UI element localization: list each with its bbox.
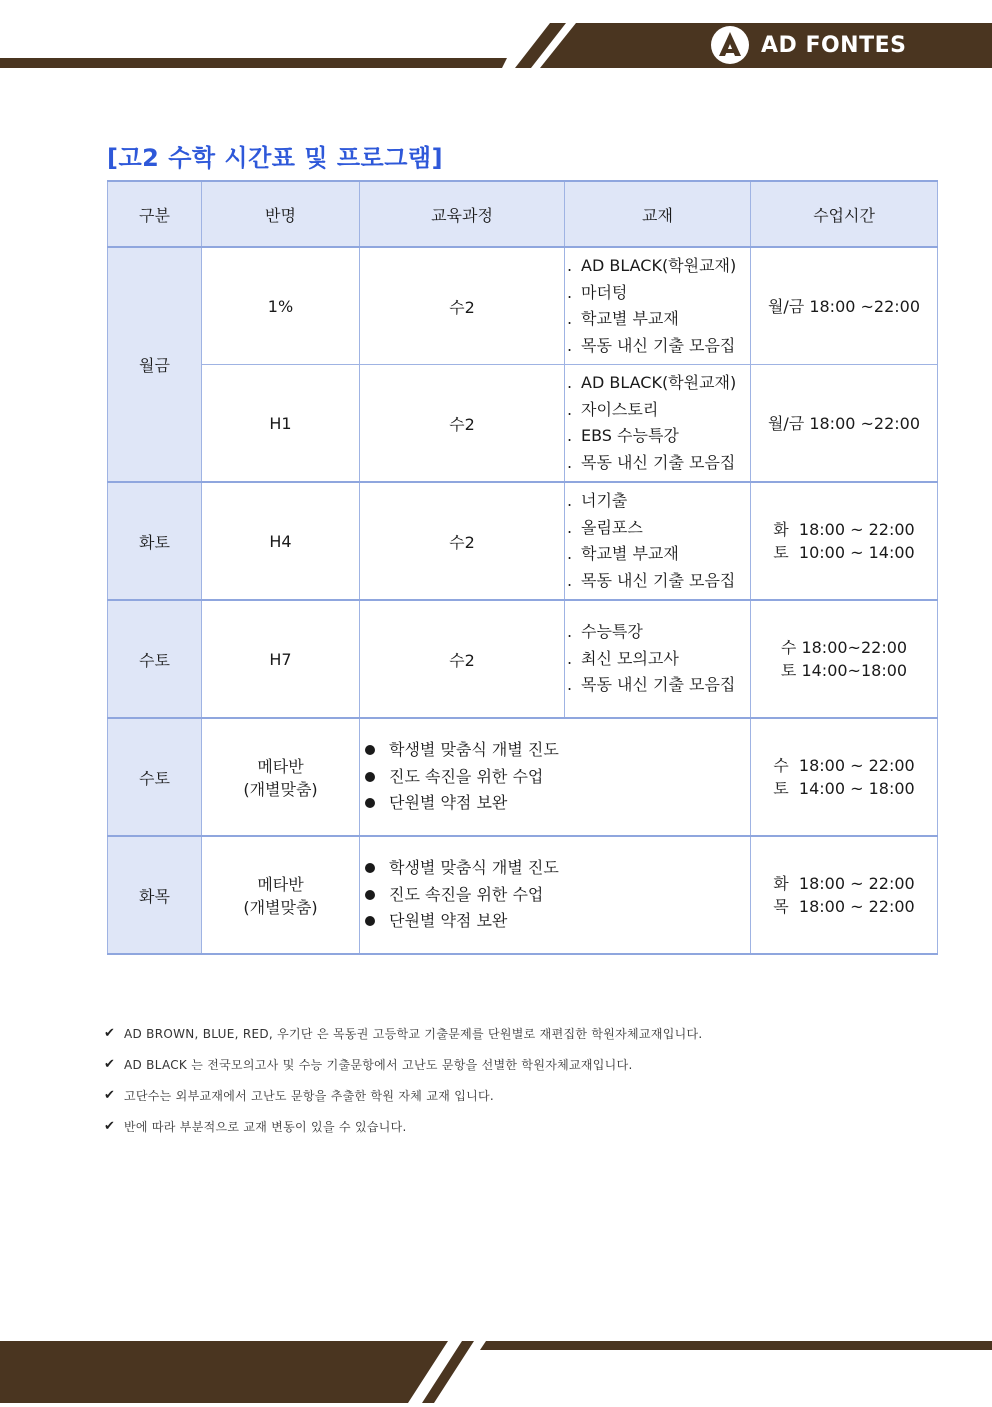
notes-list xyxy=(104,1018,703,1142)
book-item: . 최신 모의고사 xyxy=(567,648,679,668)
class-cell: H1 xyxy=(202,365,360,483)
course-cell: 수2 xyxy=(360,600,565,718)
book-item: . 학교별 부교재 xyxy=(567,309,679,328)
time-cell: 수 18:00~22:00 토 14:00~18:00 xyxy=(751,600,938,718)
book-item: . 목동 내신 기출 모음집 xyxy=(567,335,736,355)
table-row xyxy=(108,836,938,954)
class-cell: H7 xyxy=(202,600,360,718)
header-time: 수업시간 xyxy=(751,181,938,247)
header-class: 반명 xyxy=(202,181,360,247)
book-item: . 올림포스 xyxy=(567,517,643,537)
header-course: 교육과정 xyxy=(360,181,565,247)
note-item: ✔ AD BROWN, BLUE, RED, 우기단 은 목동권 고등학교 기출문제를 단원별로 재편집한 학원자체교재입니다. xyxy=(104,1026,703,1041)
time-cell: 월/금 18:00 ~22:00 xyxy=(751,247,938,365)
books-cell xyxy=(565,365,751,483)
time-cell: 수 18:00 ~ 22:00 토 14:00 ~ 18:00 xyxy=(751,718,938,836)
book-item: . AD BLACK(학원교재) xyxy=(567,256,737,275)
logo-emblem-icon xyxy=(711,26,749,64)
program-item: 학생별 맞춤식 개별 진도 xyxy=(360,855,750,882)
division-cell: 수토 xyxy=(108,718,202,836)
program-item: 진도 속진을 위한 수업 xyxy=(360,764,750,791)
division-cell: 월금 xyxy=(108,247,202,482)
course-cell: 수2 xyxy=(360,482,565,600)
table-row xyxy=(108,718,938,836)
note-item: ✔ AD BLACK 는 전국모의고사 및 수능 기출문항에서 고난도 문항을 선별한 학원자체교재입니다. xyxy=(104,1057,633,1072)
header-division: 구분 xyxy=(108,181,202,247)
class-cell: H4 xyxy=(202,482,360,600)
time-cell: 화 18:00 ~ 22:00 목 18:00 ~ 22:00 xyxy=(751,836,938,954)
book-item: . 학교별 부교재 xyxy=(567,544,679,563)
table-row xyxy=(108,365,938,483)
division-cell: 화목 xyxy=(108,836,202,954)
table-header-row xyxy=(108,181,938,247)
page-title: [고2 수학 시간표 및 프로그램] xyxy=(107,144,444,172)
book-item: . EBS 수능특강 xyxy=(567,426,679,445)
books-cell xyxy=(565,247,751,365)
book-item: . AD BLACK(학원교재) xyxy=(567,373,737,392)
program-item: 단원별 약점 보완 xyxy=(360,790,750,817)
checkmark-icon: ✔ xyxy=(104,1057,116,1072)
header-band xyxy=(0,0,992,80)
table-row xyxy=(108,482,938,600)
checkmark-icon: ✔ xyxy=(104,1026,116,1041)
class-cell: 메타반 (개별맞춤) xyxy=(202,836,360,954)
book-item: . 목동 내신 기출 모음집 xyxy=(567,570,736,590)
book-item: . 목동 내신 기출 모음집 xyxy=(567,452,736,472)
table-row xyxy=(108,600,938,718)
schedule-table xyxy=(107,180,938,955)
book-item: . 목동 내신 기출 모음집 xyxy=(567,675,736,695)
division-cell: 수토 xyxy=(108,600,202,718)
books-cell xyxy=(565,482,751,600)
footer-stripes xyxy=(0,1335,992,1403)
program-item: 진도 속진을 위한 수업 xyxy=(360,882,750,909)
time-cell: 화 18:00 ~ 22:00 토 10:00 ~ 14:00 xyxy=(751,482,938,600)
class-cell: 메타반 (개별맞춤) xyxy=(202,718,360,836)
header-books: 교재 xyxy=(565,181,751,247)
note-item: ✔ 반에 따라 부분적으로 교재 변동이 있을 수 있습니다. xyxy=(104,1119,407,1134)
table-row xyxy=(108,247,938,365)
brand-logo xyxy=(711,25,906,65)
class-cell: 1% xyxy=(202,247,360,365)
checkmark-icon: ✔ xyxy=(104,1088,116,1103)
book-item: . 수능특강 xyxy=(567,622,643,642)
program-cell xyxy=(360,836,751,954)
books-cell xyxy=(565,600,751,718)
program-cell xyxy=(360,718,751,836)
footer-band xyxy=(0,1335,992,1403)
book-item: . 마더텅 xyxy=(567,282,628,302)
program-item: 학생별 맞춤식 개별 진도 xyxy=(360,737,750,764)
note-item: ✔ 고단수는 외부교재에서 고난도 문항을 추출한 학원 자체 교재 입니다. xyxy=(104,1088,495,1103)
program-item: 단원별 약점 보완 xyxy=(360,908,750,935)
course-cell: 수2 xyxy=(360,365,565,483)
book-item: . 자이스토리 xyxy=(567,399,659,419)
time-cell: 월/금 18:00 ~22:00 xyxy=(751,365,938,483)
division-cell: 화토 xyxy=(108,482,202,600)
course-cell: 수2 xyxy=(360,247,565,365)
checkmark-icon: ✔ xyxy=(104,1119,116,1134)
book-item: . 너기출 xyxy=(567,491,628,510)
brand-name: AD FONTES xyxy=(761,32,907,58)
